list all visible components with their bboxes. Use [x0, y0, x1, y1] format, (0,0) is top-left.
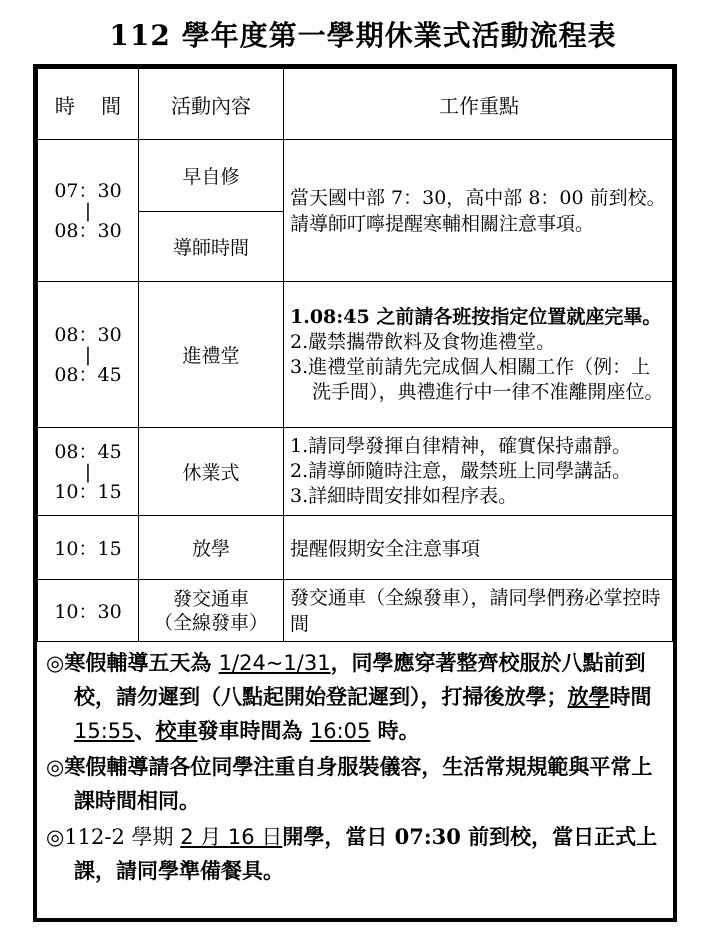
time-end: 08：45 [54, 363, 122, 386]
focus-list [290, 434, 668, 509]
note-text: ◎寒假輔導五天為 [46, 650, 219, 675]
time-end: 10：15 [54, 480, 122, 503]
table-row [38, 516, 673, 580]
list-item: 1.08:45 之前請各班按指定位置就座完畢。 [290, 305, 662, 328]
focus-cell [284, 428, 673, 516]
note-text: 校車 [155, 718, 198, 743]
note-text: 時。 [370, 718, 420, 743]
focus-text: 當天國中部 7：30，高中部 8：00 前到校。請導師叮嚀提醒寒輔相關注意事項。 [290, 186, 666, 235]
list-item: 2.請導師隨時注意，嚴禁班上同學講話。 [290, 460, 632, 482]
note-text: 開學，當日 07:30 前到校，當日正式上課，請同學準備餐具。 [74, 824, 658, 883]
activity-cell: 導師時間 [139, 212, 284, 282]
page-title: 112 學年度第一學期休業式活動流程表 [109, 19, 617, 52]
time-separator: | [84, 460, 92, 483]
note-text: 時間 [609, 684, 652, 709]
time-separator: | [84, 199, 92, 222]
bus-time: 16:05 [309, 719, 371, 743]
activity-cell [139, 580, 284, 642]
time-start: 08：45 [54, 440, 122, 463]
note-dress-code: ◎寒假輔導請各位同學注重自身服裝儀容，生活常規規範與平常上課時間相同。 [46, 754, 653, 813]
list-item: 3.進禮堂前請先完成個人相關工作（例：上洗手間），典禮進行中一律不准離開座位。 [290, 355, 664, 403]
focus-cell [284, 140, 673, 282]
focus-list [290, 305, 668, 405]
table-row [38, 428, 673, 516]
activity-cell: 休業式 [139, 428, 284, 516]
note-semester-start [46, 820, 666, 888]
time-cell [38, 140, 139, 282]
focus-text: 發交通車（全線發車），請同學們務必掌控時間 [290, 586, 661, 635]
header-time: 時 間 [38, 69, 139, 140]
time-cell [38, 282, 139, 428]
table-row [38, 282, 673, 428]
table-row [38, 140, 673, 212]
note-text: 放學 [567, 684, 610, 709]
time-start: 07：30 [54, 179, 122, 202]
activity-cell: 早自修 [139, 140, 284, 212]
notes-section [46, 646, 666, 890]
activity-line: （全線發車） [153, 611, 268, 634]
schedule-table [37, 68, 673, 642]
time-cell: 10：30 [38, 580, 139, 642]
start-date: 2 月 16 日 [180, 825, 283, 849]
activity-cell: 放學 [139, 516, 284, 580]
table-header-row [38, 69, 673, 140]
header-focus: 工作重點 [284, 69, 673, 140]
time-start: 08：30 [54, 323, 122, 346]
list-item: 1.請同學發揮自律精神，確實保持肅靜。 [290, 435, 632, 457]
dismissal-time: 15:55 [74, 719, 135, 743]
focus-cell: 提醒假期安全注意事項 [284, 516, 673, 580]
note-winter-schedule [46, 646, 666, 748]
time-cell: 10：15 [38, 516, 139, 580]
note-text: ，同學應穿著整齊校服於八點前到校，請勿遲到（八點起開始登記遲到），打掃後放學； [74, 650, 646, 709]
note-text: 發車時間為 [197, 718, 310, 743]
time-cell [38, 428, 139, 516]
list-item: 2.嚴禁攜帶飲料及食物進禮堂。 [290, 330, 556, 353]
table-row [38, 580, 673, 642]
time-separator: | [84, 343, 92, 366]
note-text: ◎112-2 學期 [46, 825, 181, 849]
time-end: 08：30 [54, 219, 122, 242]
activity-line: 發交通車 [172, 587, 249, 610]
activity-cell: 進禮堂 [139, 282, 284, 428]
note-text: 、 [134, 718, 156, 743]
focus-cell [284, 580, 673, 642]
focus-cell [284, 282, 673, 428]
header-activity: 活動內容 [139, 69, 284, 140]
date-range: 1/24~1/31 [218, 651, 331, 675]
list-item: 3.詳細時間安排如程序表。 [290, 485, 518, 507]
